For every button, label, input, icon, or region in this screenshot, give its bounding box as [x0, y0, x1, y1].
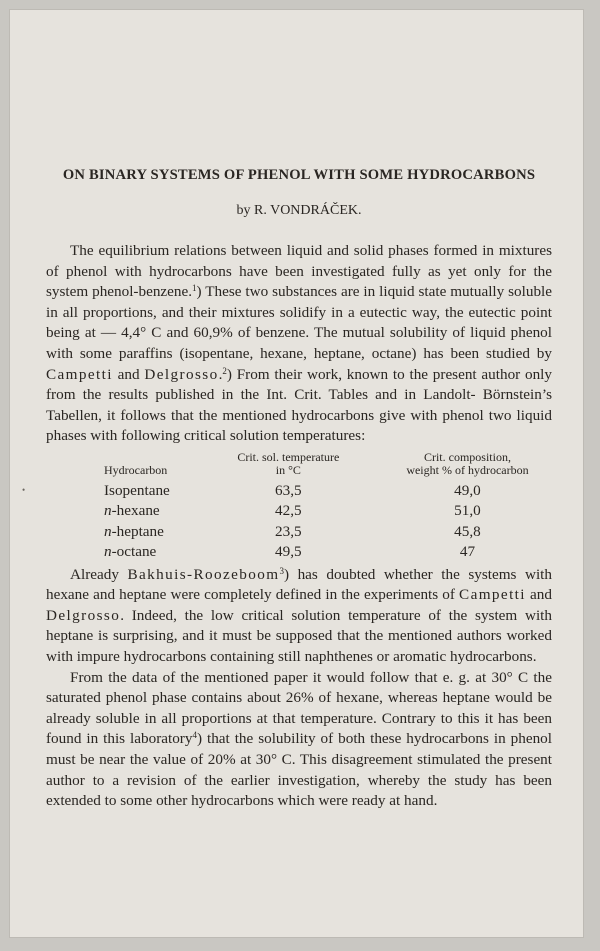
- margin-mark: •: [22, 485, 26, 495]
- hydrocarbon-name: Isopentane: [104, 481, 170, 499]
- p1-text-d: ) From their work, known to the present author only from the results published in the Int. Crit. Tables and in Landolt- Börnstein’s Tabellen, it follows that the mentioned hydrocarbons give with phenol two liquid phases with following critical solution temperatures:: [46, 365, 552, 445]
- col-header-temperature-line1: Crit. sol. temperature: [237, 449, 340, 464]
- author-name-bakhuis-roozeboom: Bakhuis-Roozeboom: [127, 565, 280, 583]
- hydrocarbon-prefix: n: [104, 502, 112, 520]
- footnote-ref-3: 3: [279, 565, 284, 576]
- paragraph-3: [46, 668, 552, 812]
- author-name-delgrosso: Delgrosso: [144, 365, 219, 383]
- col-header-temperature: [214, 449, 363, 481]
- paper-page: [10, 10, 583, 937]
- cell-hydrocarbon: [104, 481, 214, 501]
- cell-composition: 49,0: [454, 481, 481, 499]
- p3-text-b: ) that the solubility of both these hydrocarbons in phenol must be near the value of 20% at 30° C. This disagreement stimulated the present author to a revision of the earlier investigation, whereby the study has been extended to some other hydrocarbons which were ready at hand.: [46, 730, 552, 810]
- col-header-composition: [363, 449, 552, 481]
- hydrocarbon-name: -heptane: [111, 522, 164, 540]
- table-row: [104, 542, 552, 562]
- p3-text-a: From the data of the mentioned paper it would follow that e. g. at 30° C the saturated phenol phase contains about 26% of hexane, whereas heptane would be already soluble in all proportions at that temperature. Contrary to this it has been found in this laboratory: [46, 668, 552, 748]
- hydrocarbon-name: -hexane: [111, 502, 160, 520]
- hydrocarbon-prefix: n: [104, 522, 112, 540]
- p1-and: and: [112, 365, 145, 383]
- table-header-row: [104, 449, 552, 481]
- table-row: [104, 522, 552, 542]
- p2-text-c: . Indeed, the low critical solution temperature of the system with heptane is surprising, and it must be supposed that the mentioned authors worked with impure hydrocarbons containing still naphthenes or aromatic hydrocarbons.: [46, 606, 552, 665]
- cell-hydrocarbon: [104, 542, 214, 562]
- p1-text-a: The equilibrium relations between liquid and solid phases formed in mixtures of phenol with hydrocarbons have been investigated fully as yet only for the system phenol-benzene.: [46, 242, 552, 301]
- cell-hydrocarbon: [104, 522, 214, 542]
- col-header-composition-line2: weight % of hydrocarbon: [406, 462, 529, 477]
- p2-and: and: [525, 586, 552, 604]
- footnote-ref-4: 4: [192, 730, 197, 741]
- article-byline: by R. VONDRÁČEK.: [236, 203, 362, 218]
- cell-composition: 45,8: [454, 522, 481, 540]
- cell-temperature: 49,5: [275, 543, 302, 561]
- cell-hydrocarbon: [104, 501, 214, 521]
- col-header-hydrocarbon: Hydrocarbon: [104, 462, 168, 477]
- hydrocarbon-prefix: n: [104, 543, 112, 561]
- col-header-composition-line1: Crit. composition,: [423, 449, 511, 464]
- col-header-temperature-line2: in °C: [275, 462, 301, 477]
- p1-text-c: .: [218, 365, 223, 383]
- p2-text-b: ) has doubted whether the systems with hexane and heptane were completely defined in the experiments of: [46, 565, 552, 604]
- table-row: [104, 481, 552, 501]
- cell-temperature: 63,5: [275, 481, 302, 499]
- table-row: [104, 501, 552, 521]
- cell-composition: 47: [459, 543, 476, 561]
- cell-temperature: 23,5: [275, 522, 302, 540]
- hydrocarbon-name: -octane: [111, 543, 157, 561]
- article-body: [46, 167, 552, 812]
- paragraph-2: [46, 565, 552, 668]
- author-name-delgrosso: Delgrosso: [46, 606, 121, 624]
- paragraph-1: [46, 241, 552, 447]
- critical-solution-table: [104, 449, 552, 563]
- footnote-ref-1: 1: [192, 283, 197, 294]
- footnote-ref-2: 2: [222, 365, 227, 376]
- author-name-campetti: Campetti: [46, 365, 113, 383]
- cell-composition: 51,0: [454, 502, 481, 520]
- p1-text-b: ) These two substances are in liquid state mutually soluble in all proportions, and their mixtures solidify in a eutectic way, the eutectic point being at — 4,4° C and 60,9% of benzene. The mutual solubility of liquid phenol with some paraffins (isopentane, hexane, heptane, octane) has been studied by: [46, 283, 553, 362]
- article-title: ON BINARY SYSTEMS OF PHENOL WITH SOME HYDROCARBONS: [62, 167, 536, 183]
- author-name-campetti: Campetti: [459, 586, 526, 604]
- cell-temperature: 42,5: [275, 502, 302, 520]
- p2-text-a: Already: [70, 565, 128, 583]
